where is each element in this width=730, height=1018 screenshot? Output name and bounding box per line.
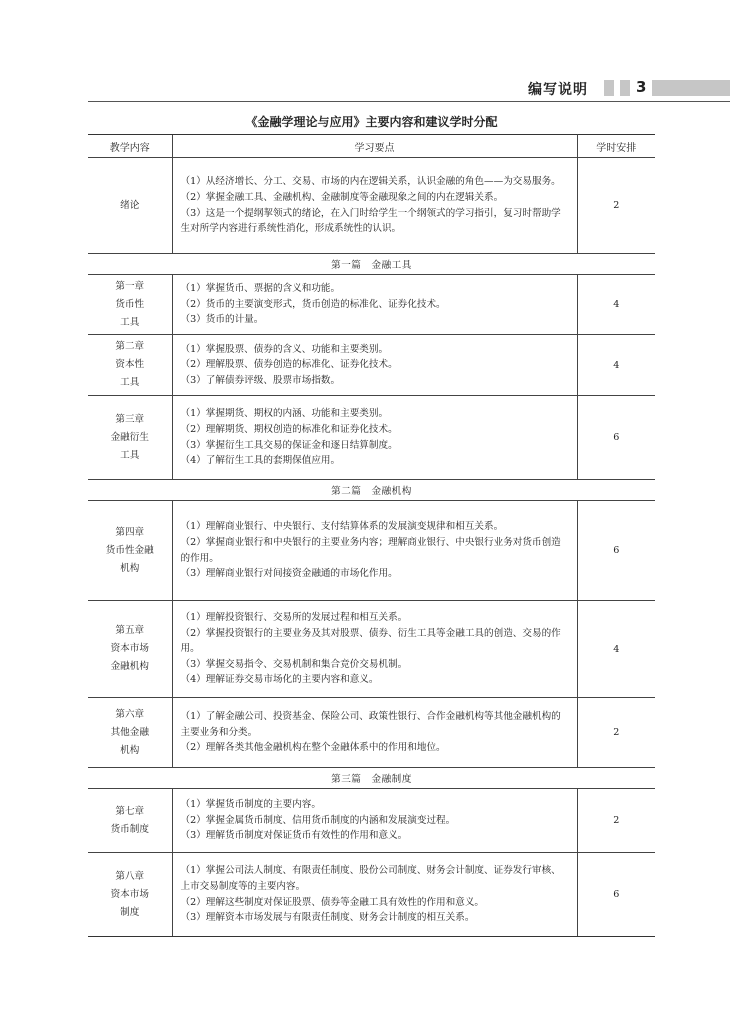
- header-separator-block: [604, 80, 614, 96]
- learning-point: （3）货币的计量。: [180, 314, 264, 326]
- learning-point: （1）掌握期货、期权的内涵、功能和主要类别。: [180, 408, 389, 420]
- table-row: [88, 501, 655, 601]
- chapter-label-line: 金融衍生: [110, 431, 149, 443]
- part-title: 第一篇 金融工具: [88, 254, 655, 275]
- chapter-label-line: 第四章: [115, 526, 145, 538]
- learning-points-cell: [172, 789, 577, 853]
- chapter-label-line: 第六章: [115, 708, 145, 720]
- table-row: [88, 601, 655, 698]
- header-decor-bar: [652, 80, 730, 96]
- hours-cell: 4: [577, 601, 655, 698]
- section-title: 编写说明: [528, 82, 588, 98]
- hours-cell: 2: [577, 698, 655, 768]
- table-row: [88, 853, 655, 937]
- learning-point: （2）理解各类其他金融机构在整个金融体系中的作用和地位。: [180, 742, 446, 754]
- chapter-label-line: 制度: [120, 906, 140, 918]
- learning-point: （3）掌握交易指令、交易机制和集合竞价交易机制。: [180, 658, 408, 670]
- learning-point: （2）掌握金融工具、金融机构、金融制度等金融现象之间的内在逻辑关系。: [180, 191, 504, 203]
- chapter-cell: [88, 698, 172, 768]
- hours-cell: 6: [577, 396, 655, 480]
- learning-point: （4）了解衍生工具的套期保值应用。: [180, 455, 341, 467]
- column-header-content: 教学内容: [88, 135, 172, 158]
- table-row: [88, 789, 655, 853]
- chapter-label-line: 绪论: [120, 199, 140, 211]
- part-heading-row: [88, 254, 655, 275]
- header-rule: [88, 101, 730, 102]
- learning-points-cell: [172, 698, 577, 768]
- chapter-cell: [88, 335, 172, 396]
- learning-point: （3）理解货币制度对保证货币有效性的作用和意义。: [180, 830, 408, 842]
- learning-point: （2）理解股票、债券创造的标准化、证券化技术。: [180, 359, 398, 371]
- hours-cell: 4: [577, 335, 655, 396]
- chapter-label-line: 资本市场: [110, 643, 149, 654]
- part-title: 第二篇 金融机构: [88, 480, 655, 501]
- learning-point: （3）这是一个提纲挈领式的绪论，在入门时给学生一个纲领式的学习指引，复习时帮助学生对所学内容进行系统性消化，形成系统性的认识。: [180, 207, 561, 235]
- chapter-label-line: 货币性: [115, 298, 145, 310]
- learning-point: （1）从经济增长、分工、交易、市场的内在逻辑关系，认识金融的角色——为交易服务。: [180, 176, 561, 188]
- hours-cell: 6: [577, 501, 655, 601]
- learning-point: （1）理解投资银行、交易所的发展过程和相互关系。: [180, 612, 408, 624]
- chapter-label-line: 第三章: [115, 413, 145, 425]
- chapter-label-line: 工具: [120, 377, 140, 388]
- part-title: 第三篇 金融制度: [88, 768, 655, 789]
- chapter-label-line: 资本性: [115, 359, 145, 370]
- learning-point: （2）理解这些制度对保证股票、债券等金融工具有效性的作用和意义。: [180, 896, 485, 908]
- learning-point: （3）掌握衍生工具交易的保证金和逐日结算制度。: [180, 439, 398, 451]
- chapter-cell: [88, 275, 172, 335]
- table-row: [88, 396, 655, 480]
- learning-point: （1）掌握货币制度的主要内容。: [180, 799, 321, 811]
- learning-points-cell: [172, 335, 577, 396]
- chapter-label-line: 第五章: [115, 625, 145, 636]
- learning-points-cell: [172, 853, 577, 937]
- chapter-label-line: 机构: [120, 744, 140, 756]
- learning-point: （1）掌握股票、债券的含义、功能和主要类别。: [180, 343, 389, 355]
- chapter-cell: [88, 501, 172, 601]
- table-row: [88, 158, 655, 254]
- learning-point: （3）理解商业银行对间接资金融通的市场化作用。: [180, 568, 398, 580]
- table-row: [88, 698, 655, 768]
- hours-cell: 6: [577, 853, 655, 937]
- hours-cell: 2: [577, 158, 655, 254]
- learning-points-cell: [172, 275, 577, 335]
- chapter-cell: [88, 789, 172, 853]
- chapter-label-line: 资本市场: [110, 888, 149, 900]
- learning-point: （1）掌握货币、票据的含义和功能。: [180, 283, 341, 295]
- chapter-label-line: 货币制度: [110, 823, 149, 835]
- learning-point: （2）货币的主要演变形式，货币创造的标准化、证券化技术。: [180, 298, 446, 310]
- table-row: [88, 275, 655, 335]
- chapter-label-line: 第一章: [115, 280, 145, 292]
- learning-point: （2）掌握金属货币制度、信用货币制度的内涵和发展演变过程。: [180, 814, 456, 826]
- page-number: 3: [636, 78, 647, 96]
- chapter-label-line: 第八章: [115, 870, 145, 882]
- hours-cell: 4: [577, 275, 655, 335]
- learning-point: （1）掌握公司法人制度、有限责任制度、股份公司制度、财务会计制度、证券发行审核、上市交易制度等的主要内容。: [180, 865, 561, 892]
- part-heading-row: [88, 480, 655, 501]
- chapter-cell: [88, 158, 172, 254]
- learning-point: （2）掌握商业银行和中央银行的主要业务内容；理解商业银行、中央银行业务对货币创造的作用。: [180, 536, 561, 564]
- running-header: [0, 78, 730, 100]
- syllabus-table: [88, 134, 655, 937]
- part-heading-row: [88, 768, 655, 789]
- learning-points-cell: [172, 158, 577, 254]
- learning-point: （3）理解资本市场发展与有限责任制度、财务会计制度的相互关系。: [180, 912, 475, 924]
- learning-point: （3）了解债券评级、股票市场指数。: [180, 374, 341, 386]
- chapter-label-line: 金融机构: [110, 661, 149, 672]
- chapter-label-line: 货币性金融: [105, 544, 154, 556]
- learning-point: （2）掌握投资银行的主要业务及其对股票、债券、衍生工具等金融工具的创造、交易的作用。: [180, 627, 561, 655]
- table-row: [88, 335, 655, 396]
- column-header-points: 学习要点: [172, 135, 577, 158]
- table-header-row: [88, 135, 655, 158]
- learning-point: （1）了解金融公司、投资基金、保险公司、政策性银行、合作金融机构等其他金融机构的主要业务和分类。: [180, 711, 561, 738]
- hours-cell: 2: [577, 789, 655, 853]
- learning-points-cell: [172, 601, 577, 698]
- chapter-label-line: 第七章: [115, 805, 145, 817]
- chapter-label-line: 机构: [120, 562, 140, 574]
- chapter-cell: [88, 396, 172, 480]
- header-separator-block: [620, 80, 630, 96]
- learning-point: （4）理解证券交易市场化的主要内容和意义。: [180, 674, 379, 686]
- table-caption: 《金融学理论与应用》主要内容和建议学时分配: [245, 115, 498, 129]
- learning-points-cell: [172, 501, 577, 601]
- chapter-label-line: 工具: [120, 449, 140, 461]
- chapter-cell: [88, 853, 172, 937]
- learning-points-cell: [172, 396, 577, 480]
- chapter-label-line: 工具: [120, 316, 140, 328]
- learning-point: （2）理解期货、期权创造的标准化和证券化技术。: [180, 423, 398, 435]
- chapter-cell: [88, 601, 172, 698]
- column-header-hours: 学时安排: [577, 135, 655, 158]
- learning-point: （1）理解商业银行、中央银行、支付结算体系的发展演变规律和相互关系。: [180, 521, 504, 533]
- chapter-label-line: 其他金融: [110, 726, 149, 738]
- chapter-label-line: 第二章: [115, 341, 145, 352]
